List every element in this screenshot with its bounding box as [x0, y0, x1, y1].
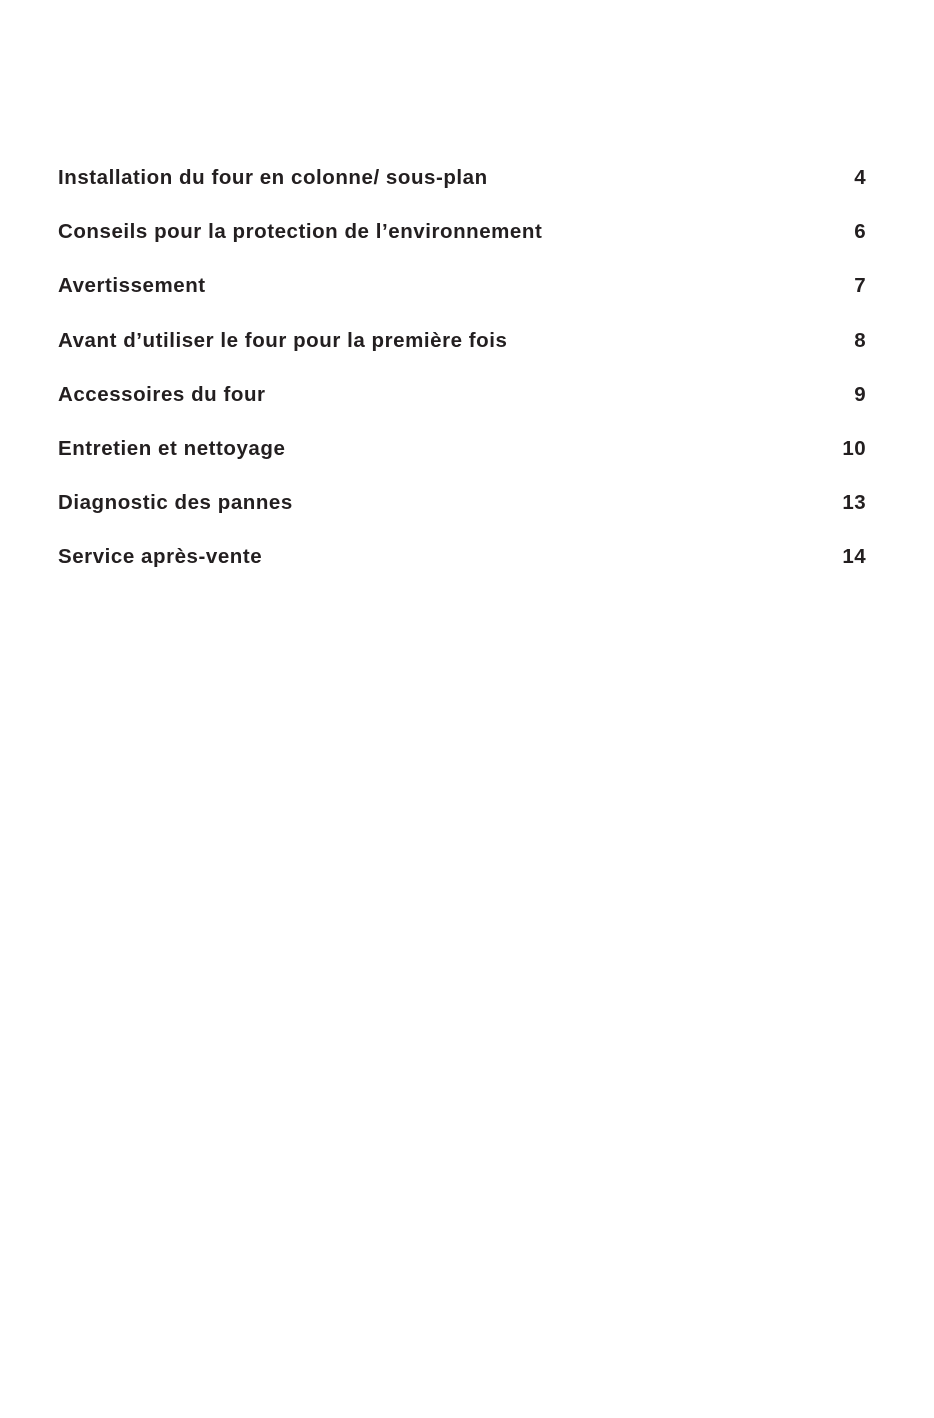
toc-entry[interactable]: [58, 382, 866, 439]
toc-entry-page-number: 7: [854, 274, 866, 298]
toc-entry-title: Accessoires du four: [58, 382, 266, 406]
toc-entry[interactable]: [58, 493, 866, 547]
toc-entry-page-number: 6: [854, 220, 866, 244]
toc-entry[interactable]: [58, 168, 866, 222]
toc-entry[interactable]: [58, 222, 866, 276]
toc-entry[interactable]: [58, 547, 866, 601]
toc-entry-title: Service après-vente: [58, 545, 263, 569]
table-of-contents: [58, 168, 866, 602]
toc-entry-page-number: 9: [854, 382, 866, 406]
toc-entry-title: Avertissement: [58, 274, 206, 298]
toc-entry-title: Installation du four en colonne/ sous-plan: [58, 166, 488, 189]
toc-entry-page-number: 14: [842, 545, 866, 569]
toc-entry[interactable]: [58, 436, 866, 493]
toc-entry-page-number: 10: [842, 436, 866, 460]
toc-entry-title: Conseils pour la protection de l’environnement: [58, 220, 543, 244]
toc-entry[interactable]: [58, 276, 866, 330]
toc-entry-page-number: 8: [854, 328, 866, 352]
toc-entry-title: Avant d’utiliser le four pour la première fois: [58, 328, 508, 352]
toc-entry-page-number: 4: [854, 166, 866, 189]
toc-entry[interactable]: [58, 328, 866, 385]
toc-entry-title: Entretien et nettoyage: [58, 436, 286, 460]
toc-entry-page-number: 13: [842, 491, 866, 515]
toc-entry-title: Diagnostic des pannes: [58, 491, 293, 515]
